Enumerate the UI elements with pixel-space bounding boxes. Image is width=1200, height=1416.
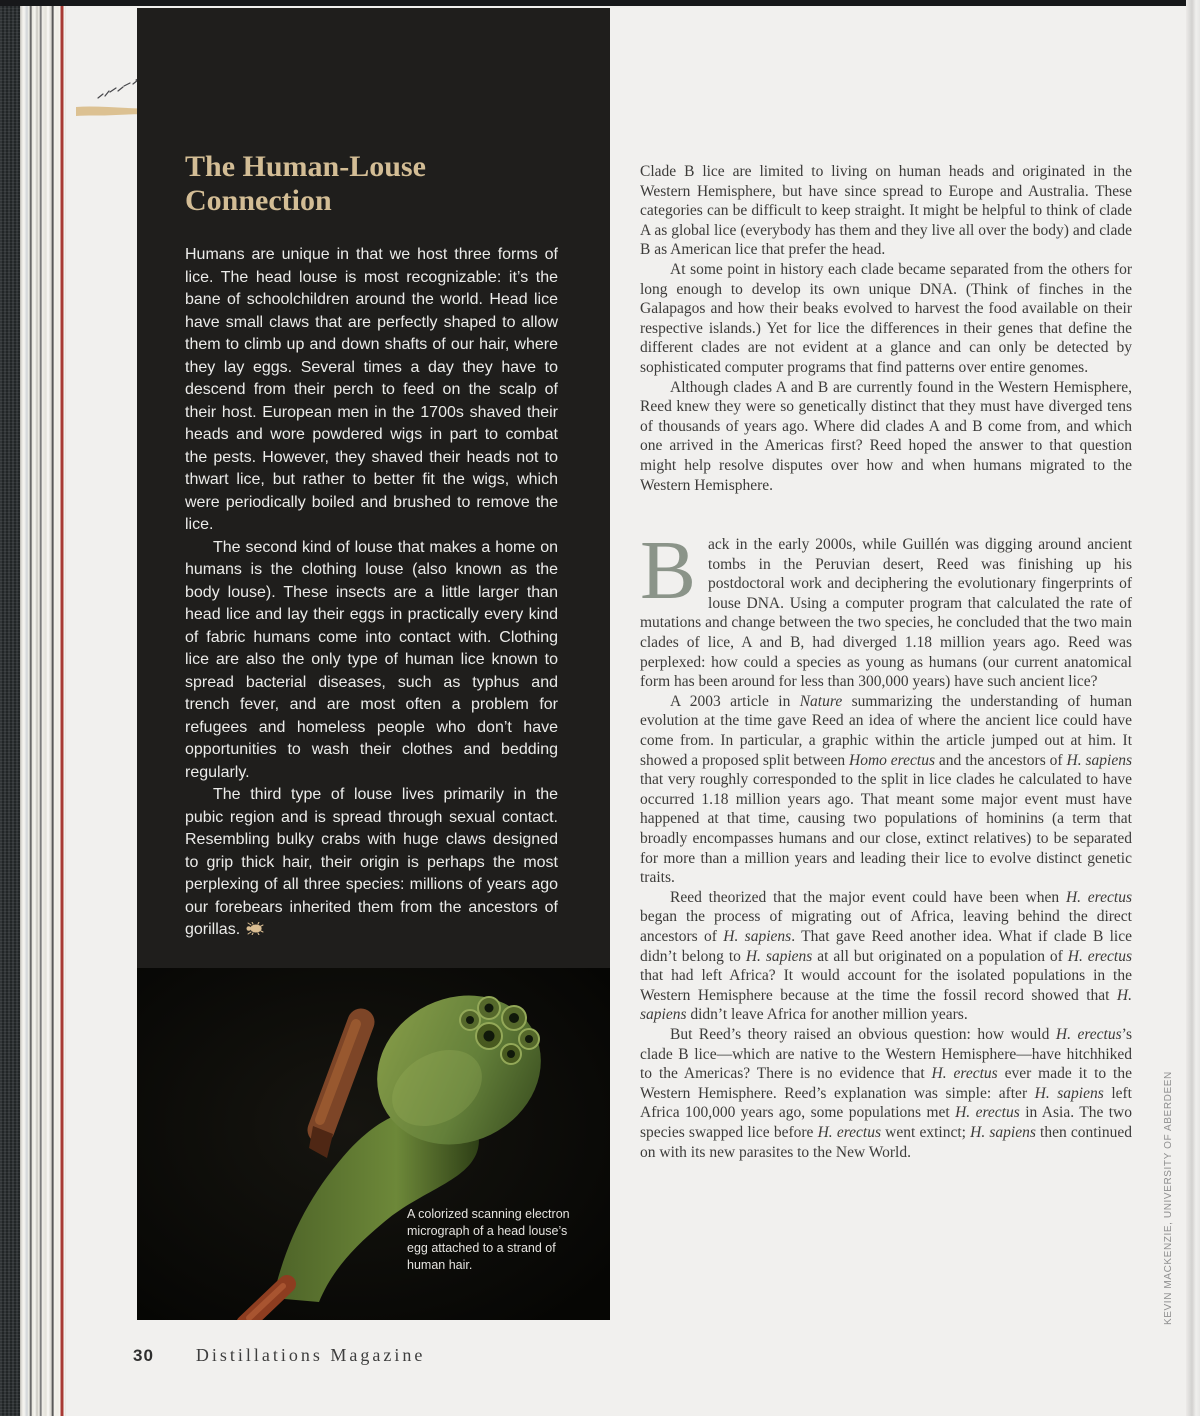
article-column	[640, 162, 1132, 1162]
book-cover-spine	[0, 0, 20, 1416]
magazine-page	[66, 6, 1186, 1416]
louse-egg-photo	[137, 968, 610, 1320]
page-right-edge	[1186, 0, 1200, 1416]
pen-scribble-marks	[96, 74, 142, 104]
photo-credit: KEVIN MACKENZIE, UNIVERSITY OF ABERDEEN	[1163, 1071, 1174, 1325]
sidebar-title: The Human-Louse Connection	[185, 150, 426, 217]
photo-caption: A colorized scanning electron micrograph of a head louse’s egg attached to a strand of human hair.	[407, 1207, 570, 1272]
sidebar-paragraph: The third type of louse lives primarily in the pubic region and is spread through sexual contact. Resembling bulky crabs with huge claws designed to grip thick hair, their origin is perhaps the most perplexing of all three species: millions of years ago our forebears inherited them from the ancestors of gorillas.	[185, 786, 558, 938]
article-paragraph: But Reed’s theory raised an obvious question: how would H. erectus’s clade B lice—which are native to the Western Hemisphere—have hitchhiked to the Americas? There is no evidence that H. erectus ever made it to the Western Hemisphere. Reed’s explanation was simple: after H. sapiens left Africa 100,000 years ago, some populations met H. erectus in Asia. The two species swapped lice before H. erectus went extinct; H. sapiens then continued on with its new parasites to the New World.	[640, 1025, 1132, 1161]
sidebar-body	[185, 244, 558, 942]
magazine-name: Distillations Magazine	[195, 1345, 426, 1365]
article-paragraph: Clade B lice are limited to living on human heads and originated in the Western Hemisphere, but have since spread to Europe and Australia. These categories can be difficult to keep straight. It might be helpful to think of clade A as global lice (everybody has them and they live all over the body) and clade B as American lice that prefer the head.	[640, 163, 1132, 259]
article-paragraph: Although clades A and B are currently found in the Western Hemisphere, Reed knew they were so genetically distinct that they must have diverged tens of thousands of years ago. Where did clades A and B come from, and which one arrived in the Americas first? Reed hoped the answer to that question might help resolve disputes over how and when humans migrated to the Western Hemisphere.	[640, 378, 1132, 494]
article-paragraph-dropcap: Back in the early 2000s, while Guillén was digging around ancient tombs in the Peruvian desert, Reed was finishing up his postdoctoral work and deciphering the evolutionary fingerprints of louse DNA. Using a computer program that calculated the rate of mutations and change between the two species, he concluded that the two main clades of lice, A and B, had diverged 1.18 million years ago. Reed was perplexed: how could a species as young as humans (our current anatomical form has been around for less than 300,000 years) have such ancient lice?	[640, 524, 1132, 691]
article-paragraph: At some point in history each clade became separated from the others for long enough to develop its own unique DNA. (Think of finches in the Galapagos and how their beaks evolved to harvest the food available on their respective islands.) Yet for lice the differences in their genes that define the different clades are not evident at a glance and can only be detected by sophisticated computer programs that find patterns over entire genomes.	[640, 260, 1132, 376]
page-edge-stack	[20, 0, 66, 1416]
page-footer	[133, 1345, 425, 1366]
page-number: 30	[133, 1346, 154, 1365]
sidebar-panel	[137, 8, 610, 1320]
louse-icon	[245, 922, 264, 935]
article-paragraph: Reed theorized that the major event could have been when H. erectus began the process of migrating out of Africa, leaving behind the direct ancestors of H. sapiens. That gave Reed another idea. What if clade B lice didn’t belong to H. sapiens at all but originated on a population of H. erectus that had left Africa? It would account for the isolated populations in the Western Hemisphere because at the time the fossil record showed that H. sapiens didn’t leave Africa for another million years.	[640, 888, 1132, 1024]
drop-cap: B	[640, 524, 697, 618]
article-paragraph: A 2003 article in Nature summarizing the understanding of human evolution at the time gave Reed an idea of where the ancient lice could have come from. In particular, a graphic within the article jumped out at him. It showed a proposed split between Homo erectus and the ancestors of H. sapiens that very roughly corresponded to the split in lice clades he calculated to have occurred 1.18 million years ago. That meant some major event must have happened at that time, causing two populations of hominins (a term that broadly encompasses humans and our close, extinct relatives) to be separated for more than a million years and leading their lice to evolve distinct genetic traits.	[640, 692, 1132, 887]
sidebar-paragraph: The second kind of louse that makes a home on humans is the clothing louse (also known as the body louse). These insects are a little larger than head lice and lay their eggs in practically every kind of fabric humans come into contact with. Clothing lice are also the only type of human lice known to spread bacterial diseases, such as typhus and trench fever, and are most often a problem for refugees and homeless people who don’t have opportunities to wash their clothes and bedding regularly.	[185, 538, 558, 781]
sidebar-paragraph: Humans are unique in that we host three forms of lice. The head louse is most recognizable: it’s the bane of schoolchildren around the world. Head lice have small claws that are perfectly shaped to allow them to climb up and down shafts of our hair, where they lay eggs. Several times a day they have to descend from their perch to feed on the scalp of their host. European men in the 1700s shaved their heads and wore powdered wigs in part to combat the pests. However, they shaved their heads not to thwart lice, but rather to better fit the wigs, which were periodically boiled and brushed to remove the lice.	[185, 246, 558, 533]
